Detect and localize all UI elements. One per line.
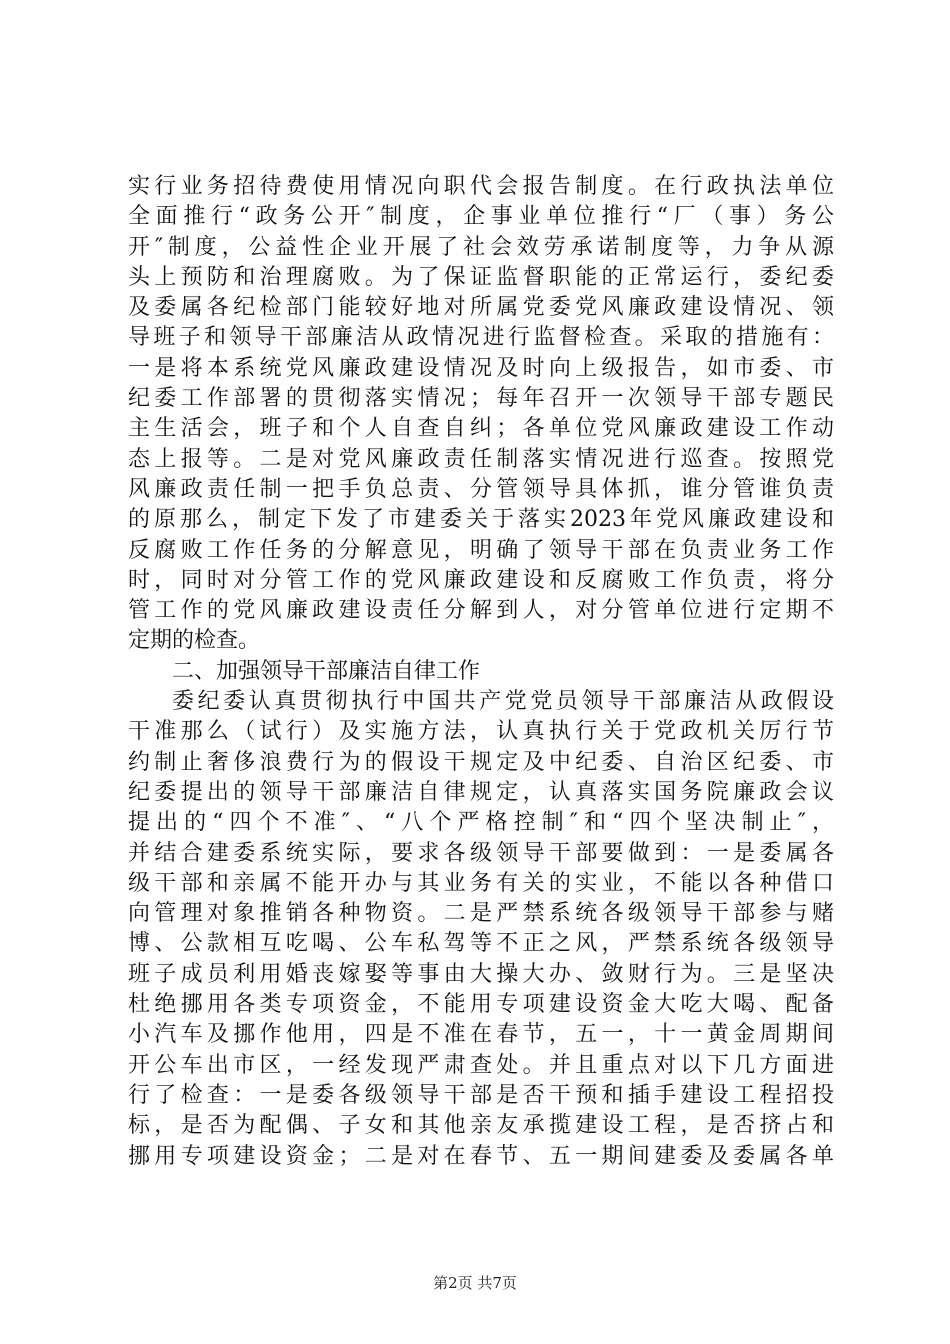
- text-line: 并结合建委系统实际，要求各级领导干部要做到：一是委属各: [128, 840, 834, 866]
- text-line: 反腐败工作任务的分解意见，明确了领导干部在负责业务工作: [128, 537, 834, 563]
- text-line: 博、公款相互吃喝、公车私驾等不正之风，严禁系统各级领导: [128, 931, 834, 957]
- text-line: 杜绝挪用各类专项资金，不能用专项建设资金大吃大喝、配备: [128, 992, 834, 1018]
- text-line: 一是将本系统党风廉政建设情况及时向上级报告，如市委、市: [128, 355, 834, 381]
- text-line: 标，是否为配偶、子女和其他亲友承揽建设工程，是否挤占和: [128, 1113, 834, 1139]
- text-line: 头上预防和治理腐败。为了保证监督职能的正常运行，委纪委: [128, 264, 834, 290]
- text-line: 定期的检查。: [128, 628, 261, 654]
- text-line: 管工作的党风廉政建设责任分解到人，对分管单位进行定期不: [128, 598, 834, 624]
- text-line: 主生活会，班子和个人自查自纠；各单位党风廉政建设工作动: [128, 416, 834, 442]
- text-line: 班子成员利用婚丧嫁娶等事由大操大办、敛财行为。三是坚决: [128, 961, 834, 987]
- text-line: 态上报等。二是对党风廉政责任制落实情况进行巡查。按照党: [128, 446, 834, 472]
- text-line: 挪用专项建设资金；二是对在春节、五一期间建委及委属各单: [128, 1143, 834, 1169]
- text-line: 及委属各纪检部门能较好地对所属党委党风廉政建设情况、领: [128, 295, 834, 321]
- text-line: 级干部和亲属不能开办与其业务有关的实业，不能以各种借口: [128, 870, 834, 896]
- text-line: 开公车出市区，一经发现严肃查处。并且重点对以下几方面进: [128, 1052, 834, 1078]
- text-line: 约制止奢侈浪费行为的假设干规定及中纪委、自治区纪委、市: [128, 749, 834, 775]
- text-line: 小汽车及挪作他用，四是不准在春节，五一，十一黄金周期间: [128, 1022, 834, 1048]
- text-line: 委纪委认真贯彻执行中国共产党党员领导干部廉洁从政假设: [172, 689, 834, 715]
- document-body: [128, 172, 834, 1172]
- text-line: 纪委提出的领导干部廉洁自律规定，认真落实国务院廉政会议: [128, 779, 834, 805]
- text-line: 向管理对象推销各种物资。二是严禁系统各级领导干部参与赌: [128, 901, 834, 927]
- text-line: 开″制度，公益性企业开展了社会效劳承诺制度等，力争从源: [128, 234, 834, 260]
- text-line: 实行业务招待费使用情况向职代会报告制度。在行政执法单位: [128, 174, 834, 199]
- text-line: 提出的“四个不准″、“八个严格控制″和“四个坚决制止″，: [128, 810, 834, 836]
- text-line: 时，同时对分管工作的党风廉政建设和反腐败工作负责，将分: [128, 567, 834, 593]
- text-line: 行了检查：一是委各级领导干部是否干预和插手建设工程招投: [128, 1082, 834, 1108]
- text-line: 的原那么，制定下发了市建委关于落实2023年党风廉政建设和: [128, 507, 834, 533]
- text-line: 干准那么（试行）及实施方法，认真执行关于党政机关厉行节: [128, 719, 834, 745]
- text-line: 纪委工作部署的贯彻落实情况；每年召开一次领导干部专题民: [128, 386, 834, 412]
- page-number-footer: 第2页 共7页: [433, 1274, 517, 1292]
- text-line: 导班子和领导干部廉洁从政情况进行监督检查。采取的措施有：: [128, 325, 834, 351]
- text-line: 全面推行“政务公开″制度，企事业单位推行“厂（事）务公: [128, 204, 834, 230]
- section-heading: 二、加强领导干部廉洁自律工作: [172, 658, 481, 684]
- text-line: 风廉政责任制一把手负总责、分管领导具体抓，谁分管谁负责: [128, 476, 834, 502]
